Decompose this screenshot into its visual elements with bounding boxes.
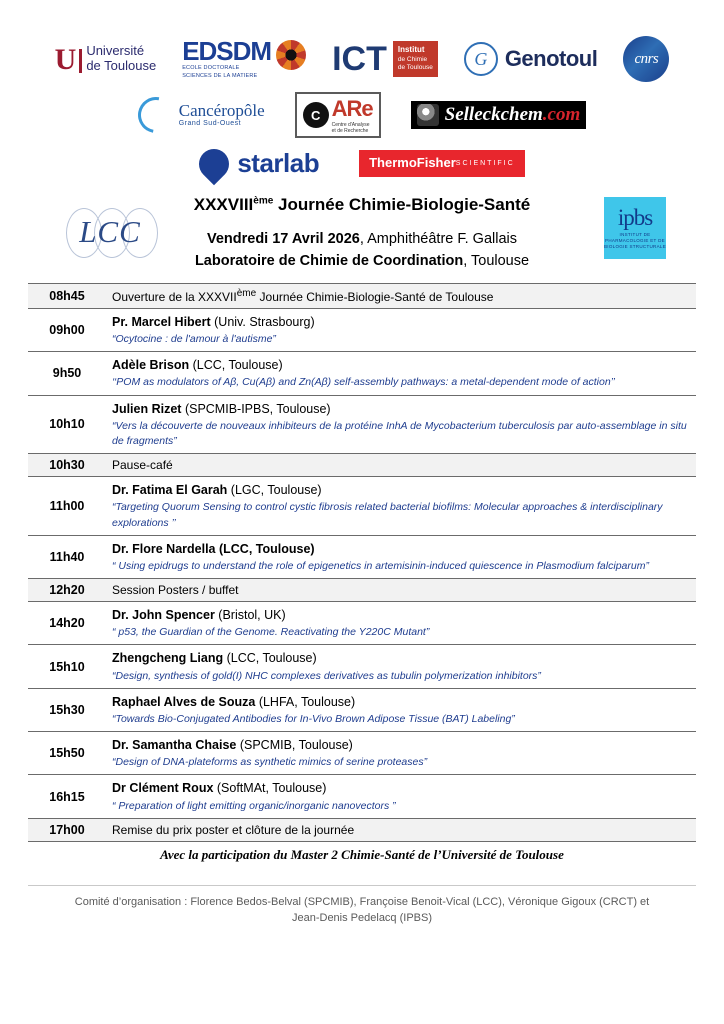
ict-subtitle-block — [393, 41, 438, 77]
starlab-text: starlab — [237, 148, 320, 178]
universite-toulouse-text — [86, 44, 156, 74]
committee-line-2: Jean-Denis Pedelacq (IPBS) — [291, 912, 432, 925]
universite-toulouse-mark: U — [55, 46, 80, 73]
row-time: 15h10 — [49, 659, 85, 674]
talk-title: “Design, synthesis of gold(I) NHC complexes derivatives as tubulin polymerization inhibitors” — [112, 669, 541, 682]
speaker-affiliation: (SoftMAt, Toulouse) — [213, 781, 327, 796]
logo-care — [295, 92, 381, 138]
sponsor-logo-row-3 — [28, 148, 696, 179]
droplet-icon — [193, 142, 235, 184]
logo-universite-toulouse — [55, 44, 157, 74]
row-time: 11h00 — [49, 498, 85, 513]
selleckchem-name: Selleckchem — [444, 104, 543, 125]
row-content — [104, 352, 696, 395]
edsdm-text-block — [182, 35, 272, 81]
sponsor-logo-row-2 — [28, 92, 696, 138]
logo-edsdm — [182, 35, 306, 81]
speaker-name — [112, 481, 690, 499]
starburst-icon — [276, 40, 306, 70]
table-row — [28, 352, 696, 395]
event-title-block — [28, 195, 696, 273]
row-content — [104, 732, 696, 775]
row-content — [104, 308, 696, 351]
speaker-affiliation: (LGC, Toulouse) — [227, 483, 322, 498]
table-row — [28, 395, 696, 454]
care-dot-icon: C — [303, 102, 329, 128]
row-time: 12h20 — [49, 583, 85, 598]
row-text-suffix: Journée Chimie-Biologie-Santé de Toulouse — [256, 289, 494, 304]
speaker-label: Raphael Alves de Souza — [112, 694, 256, 709]
care-sub2: et de Recherche — [331, 128, 369, 134]
care-text-block — [332, 96, 373, 134]
speaker-affiliation: (LCC, Toulouse) — [223, 651, 317, 666]
row-content — [104, 535, 696, 578]
speaker-label: Dr. Fatima El Garah — [112, 483, 228, 498]
row-content: Remise du prix poster et clôture de la journée — [112, 822, 355, 837]
speaker-label: Dr. Flore Nardella (LCC, Toulouse) — [112, 541, 315, 556]
selleckchem-domain: .com — [542, 104, 581, 125]
row-content — [104, 645, 696, 688]
talk-title: “Design of DNA-plateforms as synthetic mimics of serine proteases” — [112, 756, 428, 769]
row-content: Session Posters / buffet — [112, 583, 239, 598]
table-row — [28, 818, 696, 841]
talk-title: “Towards Bio-Conjugated Antibodies for In-Vivo Brown Adipose Tissue (BAT) Labeling” — [112, 712, 515, 725]
speaker-affiliation: (Bristol, UK) — [214, 608, 286, 623]
speaker-affiliation: (SPCMIB, Toulouse) — [236, 738, 353, 753]
table-row — [28, 477, 696, 536]
thermofisher-line1: ThermoFisher — [369, 155, 456, 171]
ict-main: ICT — [332, 39, 387, 78]
canceropole-sub: Grand Sud-Ouest — [178, 120, 242, 128]
talk-title: “Ocytocine : de l'amour à l'autisme” — [112, 333, 276, 346]
table-row — [28, 688, 696, 731]
speaker-affiliation: (LCC, Toulouse) — [189, 358, 283, 373]
ipbs-main: ipbs — [617, 205, 653, 231]
master-participation-line: Avec la participation du Master 2 Chimie-Santé de l’Université de Toulouse — [160, 846, 564, 862]
table-row — [28, 283, 696, 308]
logo-starlab — [199, 148, 319, 179]
speaker-name — [112, 693, 690, 711]
program-table — [28, 283, 696, 842]
speaker-label: Zhengcheng Liang — [112, 651, 224, 666]
molecule-icon — [417, 104, 439, 126]
row-time: 09h00 — [49, 323, 85, 338]
organising-committee — [28, 885, 696, 927]
speaker-name — [112, 649, 690, 667]
logo-canceropole — [138, 97, 265, 133]
lcc-text: LCC — [79, 214, 141, 249]
logo-ipbs — [604, 197, 666, 259]
table-row — [28, 308, 696, 351]
edsdm-sub1: ECOLE DOCTORALE — [182, 64, 240, 71]
care-sub1: Centre d'Analyse — [331, 122, 370, 128]
row-time: 10h30 — [49, 458, 85, 473]
table-row — [28, 775, 696, 818]
row-time: 14h20 — [49, 616, 85, 631]
row-time: 15h30 — [49, 702, 85, 717]
table-row — [28, 732, 696, 775]
row-time: 08h45 — [49, 288, 85, 303]
page-title-sup: ème — [253, 195, 274, 207]
speaker-label: Julien Rizet — [112, 401, 182, 416]
logo-lcc — [64, 201, 156, 263]
speaker-label: Dr Clément Roux — [112, 781, 214, 796]
logo-cnrs — [623, 36, 669, 82]
event-venue: , Amphithéâtre F. Gallais — [359, 231, 518, 247]
row-content — [104, 602, 696, 645]
speaker-name — [112, 736, 690, 754]
speaker-label: Adèle Brison — [112, 358, 190, 373]
row-time: 10h10 — [49, 417, 85, 432]
table-row — [28, 535, 696, 578]
ict-sub-mid: de Chimie — [397, 55, 428, 63]
row-content — [104, 395, 696, 454]
page-title-rest: Journée Chimie-Biologie-Santé — [273, 195, 531, 214]
ict-sub-bot: de Toulouse — [397, 64, 433, 72]
cnrs-text: cnrs — [634, 50, 659, 67]
speaker-affiliation: (Univ. Strasbourg) — [210, 314, 315, 329]
page-title-prefix: XXXVIII — [193, 195, 254, 214]
arc-icon — [131, 90, 181, 140]
row-content — [104, 688, 696, 731]
logo-thermofisher — [359, 150, 525, 176]
speaker-name — [112, 356, 690, 374]
universite-toulouse-line2: de Toulouse — [86, 58, 157, 73]
talk-title: “ Preparation of light emitting organic/inorganic nanovectors ” — [112, 799, 396, 812]
speaker-name — [112, 779, 690, 797]
row-text-sup: ème — [236, 287, 257, 299]
universite-toulouse-line1: Université — [86, 43, 145, 59]
selleckchem-text — [445, 104, 581, 126]
row-time: 11h40 — [49, 549, 85, 564]
event-lab: Laboratoire de Chimie de Coordination — [194, 253, 464, 270]
row-content: Pause-café — [112, 458, 173, 473]
row-time: 16h15 — [49, 789, 85, 804]
speaker-label: Dr. Samantha Chaise — [112, 738, 237, 753]
genotoul-text: Genotoul — [504, 46, 598, 71]
talk-title: “Targeting Quorum Sensing to control cystic fibrosis related bacterial biofilms: Molecular approaches & interdisciplinary explorations ’’ — [112, 501, 663, 529]
talk-title: “Vers la découverte de nouveaux inhibiteurs de la protéine InhA de Mycobacterium tuberculosis par auto-assemblage in situ de fragments” — [112, 419, 687, 447]
talk-title: ‘‘POM as modulators of Aβ, Cu(Aβ) and Zn(Aβ) self-assembly pathways: a metal-dependent mode of action’’ — [112, 376, 615, 389]
speaker-name — [112, 400, 690, 418]
genotoul-mark: G — [464, 42, 498, 76]
logo-selleckchem — [411, 101, 587, 129]
row-time: 15h50 — [49, 746, 85, 761]
table-row — [28, 602, 696, 645]
ict-sub-top: Institut — [397, 44, 425, 54]
sponsor-logo-row-1 — [28, 36, 696, 82]
table-row — [28, 579, 696, 602]
speaker-name — [112, 540, 690, 558]
row-time: 9h50 — [52, 366, 82, 381]
event-city: , Toulouse — [463, 253, 530, 270]
talk-title: “ Using epidrugs to understand the role of epigenetics in artemisinin-induced quiescence in Plasmodium falciparum” — [112, 559, 649, 572]
speaker-name — [112, 606, 690, 624]
speaker-label: Dr. John Spencer — [112, 608, 215, 623]
logo-genotoul — [464, 42, 598, 76]
event-date: Vendredi 17 Avril 2026 — [206, 231, 360, 247]
logo-ict — [332, 41, 438, 77]
ipbs-sub: INSTITUT DE PHARMACOLOGIE ET DE BIOLOGIE STRUCTURALE — [604, 232, 667, 249]
canceropole-main: Cancéropôle — [178, 101, 265, 121]
edsdm-main: EDSDM — [182, 35, 272, 66]
row-text-prefix: Ouverture de la XXXVII — [112, 289, 237, 304]
speaker-label: Pr. Marcel Hibert — [112, 314, 211, 329]
speaker-affiliation: (LHFA, Toulouse) — [255, 694, 356, 709]
care-main: ARe — [331, 96, 373, 121]
thermofisher-line2: SCIENTIFIC — [455, 159, 515, 167]
row-content — [104, 775, 696, 818]
speaker-name — [112, 313, 690, 331]
canceropole-text — [179, 102, 265, 127]
row-content — [104, 477, 696, 536]
committee-line-1: Comité d’organisation : Florence Bedos-Belval (SPCMIB), Françoise Benoit-Vical (LCC), Véronique Gigoux (CRCT) et — [74, 895, 650, 908]
talk-title: “ p53, the Guardian of the Genome. Reactivating the Y220C Mutant” — [112, 626, 430, 639]
row-time: 17h00 — [49, 822, 85, 837]
row-content — [104, 283, 696, 308]
table-row — [28, 645, 696, 688]
edsdm-sub2: SCIENCES DE LA MATIERE — [182, 73, 258, 79]
speaker-affiliation: (SPCMIB-IPBS, Toulouse) — [181, 401, 331, 416]
table-row — [28, 454, 696, 477]
